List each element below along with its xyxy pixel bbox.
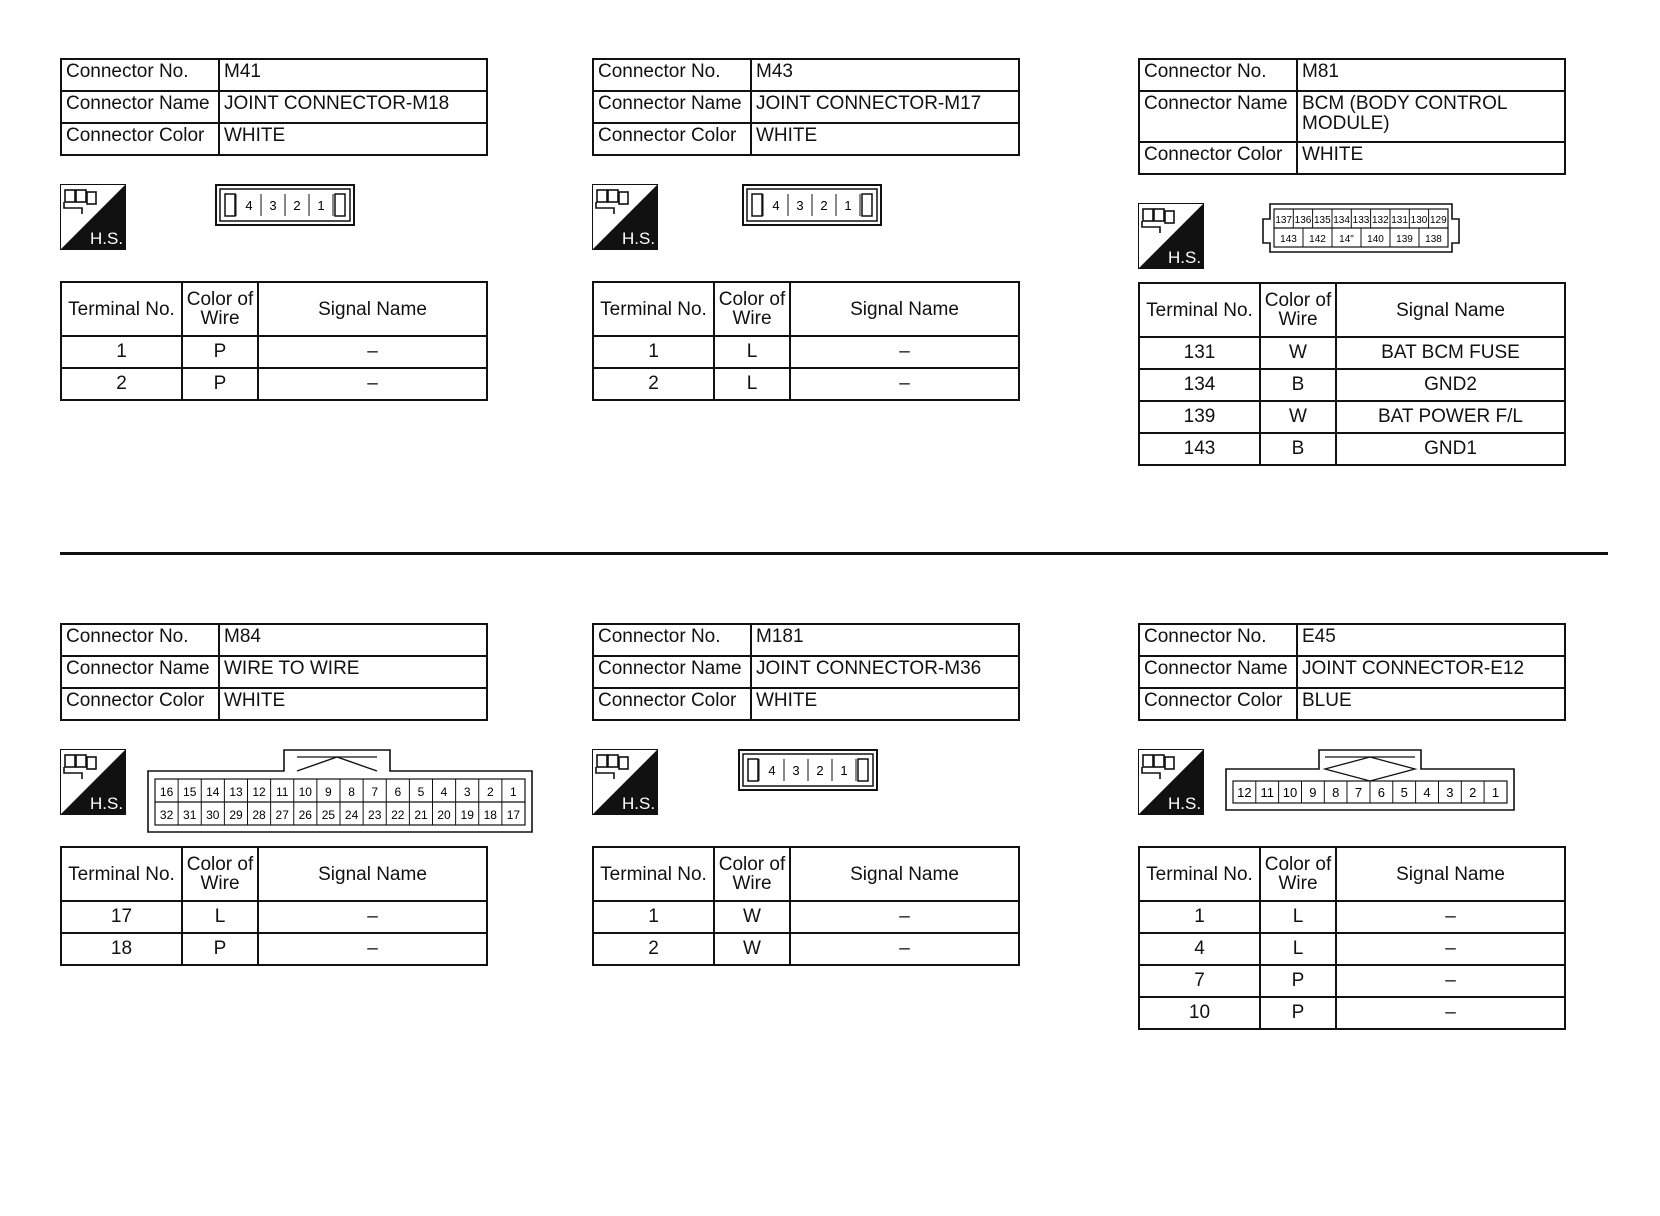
table-row: 2 W – [593, 933, 1019, 965]
connector-no-label: Connector No. [1139, 624, 1297, 656]
table-row: 4 L – [1139, 933, 1565, 965]
connector-face-diagram [742, 184, 882, 226]
connector-color-label: Connector Color [61, 123, 219, 155]
connector-info-table [1138, 623, 1566, 721]
harness-side-icon [592, 749, 658, 815]
connector-color-label: Connector Color [1139, 688, 1297, 720]
table-row: 2 L – [593, 368, 1019, 400]
connector-info-table [60, 58, 488, 156]
pin-label: 129 [1429, 215, 1447, 226]
connector-face-diagram-32pin [147, 749, 533, 833]
connector-no-value: M181 [751, 624, 1019, 656]
pin-label: 8 [348, 785, 355, 799]
connector-color-value: BLUE [1297, 688, 1565, 720]
terminal-no-header: Terminal No. [1139, 847, 1260, 901]
connector-info-table [592, 58, 1020, 156]
pin-label: 11 [1260, 785, 1274, 800]
connector-name-label: Connector Name [1139, 91, 1297, 142]
pin-label: 16 [159, 785, 174, 799]
pin-label: 3 [792, 763, 800, 778]
pin-label: 4 [440, 785, 448, 799]
connector-name-label: Connector Name [593, 656, 751, 688]
pin-label: 9 [1309, 785, 1317, 800]
connector-no-value: M84 [219, 624, 487, 656]
pin-label: 5 [417, 785, 425, 799]
harness-side-icon [1138, 749, 1204, 815]
table-row: 1 P – [61, 336, 487, 368]
connector-color-label: Connector Color [1139, 142, 1297, 174]
terminal-no-header: Terminal No. [1139, 283, 1260, 337]
connector-color-label: Connector Color [593, 123, 751, 155]
pin-label: 4 [1423, 785, 1431, 800]
hs-label: H.S. [622, 794, 656, 813]
pin-label: 134 [1333, 215, 1350, 226]
harness-side-icon [60, 749, 126, 815]
connector-block-e45 [1138, 623, 1558, 1046]
terminal-table [592, 846, 1020, 966]
pin-label: 21 [414, 808, 428, 822]
terminal-table [592, 281, 1020, 401]
pin-label: 12 [1237, 785, 1252, 800]
pin-label: 10 [1282, 785, 1298, 800]
terminal-no-header: Terminal No. [61, 847, 182, 901]
table-row: 17 L – [61, 901, 487, 933]
connector-name-value: JOINT CONNECTOR-M17 [751, 91, 1019, 123]
connector-no-value: E45 [1297, 624, 1565, 656]
connector-no-label: Connector No. [61, 59, 219, 91]
pin-label: 4 [772, 198, 780, 213]
connector-name-label: Connector Name [61, 656, 219, 688]
connector-no-label: Connector No. [593, 59, 751, 91]
pin-label: 2 [486, 785, 494, 799]
connector-face-diagram-bcm [1262, 203, 1460, 253]
connector-color-value: WHITE [1297, 142, 1565, 174]
pin-label: 18 [483, 808, 497, 822]
pin-label: 31 [183, 808, 197, 822]
harness-side-icon [1138, 203, 1204, 269]
connector-color-label: Connector Color [61, 688, 219, 720]
connector-name-label: Connector Name [61, 91, 219, 123]
pin-label: 4 [768, 763, 776, 778]
pin-label: 138 [1425, 234, 1442, 245]
hs-label: H.S. [1168, 794, 1202, 813]
connector-name-value: WIRE TO WIRE [219, 656, 487, 688]
hs-label: H.S. [1168, 248, 1202, 267]
pin-label: 27 [275, 808, 289, 822]
pin-label: 7 [1354, 785, 1363, 800]
connector-info-table [60, 623, 488, 721]
table-row: 143 B GND1 [1139, 433, 1565, 465]
terminal-table [60, 846, 488, 966]
wire-color-header: Color of Wire [714, 282, 790, 336]
table-row: 2 P – [61, 368, 487, 400]
pin-label: 132 [1371, 215, 1389, 226]
hs-label: H.S. [622, 229, 656, 248]
connector-face-diagram [738, 749, 878, 791]
pin-label: 32 [159, 808, 174, 822]
pin-label: 23 [368, 808, 382, 822]
pin-label: 4 [245, 198, 253, 213]
connector-no-label: Connector No. [593, 624, 751, 656]
pin-label: 3 [796, 198, 804, 213]
signal-name-header: Signal Name [790, 847, 1019, 901]
harness-side-icon [592, 184, 658, 250]
signal-name-header: Signal Name [790, 282, 1019, 336]
pin-label: 136 [1294, 215, 1312, 226]
harness-side-icon [60, 184, 126, 250]
pin-label: 1 [844, 198, 852, 213]
pin-label: 139 [1396, 234, 1413, 245]
pin-label: 2 [816, 763, 824, 778]
connector-name-value: JOINT CONNECTOR-M36 [751, 656, 1019, 688]
pin-label: 19 [460, 808, 474, 822]
connector-block-m84 [60, 623, 521, 976]
pin-label: 3 [463, 785, 471, 799]
terminal-no-header: Terminal No. [593, 847, 714, 901]
pin-label: 6 [394, 785, 402, 799]
pin-label: 17 [506, 808, 521, 822]
connector-block-m41 [60, 58, 480, 411]
table-row: 131 W BAT BCM FUSE [1139, 337, 1565, 369]
pin-label: 143 [1280, 234, 1297, 245]
signal-name-header: Signal Name [258, 282, 487, 336]
table-row: 7 P – [1139, 965, 1565, 997]
pin-label: 6 [1377, 785, 1386, 800]
connector-color-value: WHITE [751, 688, 1019, 720]
connector-no-value: M43 [751, 59, 1019, 91]
pin-label: 5 [1400, 785, 1408, 800]
table-row: 1 W – [593, 901, 1019, 933]
connector-face-diagram [215, 184, 355, 226]
terminal-table [1138, 846, 1566, 1030]
pin-label: 2 [820, 198, 828, 213]
table-row: 1 L – [593, 336, 1019, 368]
connector-name-value: JOINT CONNECTOR-M18 [219, 91, 487, 123]
signal-name-header: Signal Name [258, 847, 487, 901]
pin-label: 3 [1446, 785, 1454, 800]
pin-label: 22 [391, 808, 405, 822]
connector-name-label: Connector Name [593, 91, 751, 123]
hs-label: H.S. [90, 229, 124, 248]
pin-label: 8 [1332, 785, 1340, 800]
wire-color-header: Color of Wire [182, 282, 258, 336]
connector-no-label: Connector No. [1139, 59, 1297, 91]
pin-label: 13 [229, 785, 243, 799]
pin-label: 1 [1491, 785, 1500, 800]
terminal-no-header: Terminal No. [61, 282, 182, 336]
terminal-table [1138, 282, 1566, 466]
wire-color-header: Color of Wire [1260, 847, 1336, 901]
pin-label: 25 [321, 808, 336, 822]
connector-block-m43 [592, 58, 1012, 411]
connector-no-label: Connector No. [61, 624, 219, 656]
connector-info-table [592, 623, 1020, 721]
wire-color-header: Color of Wire [182, 847, 258, 901]
connector-block-m81 [1138, 58, 1558, 482]
connector-color-value: WHITE [219, 123, 487, 155]
connector-name-value: BCM (BODY CONTROL MODULE) [1297, 91, 1565, 142]
pin-label: 10 [298, 785, 312, 799]
pin-label: 133 [1352, 215, 1370, 226]
pin-label: 14 [206, 785, 220, 799]
pin-label: 1 [510, 785, 517, 799]
table-row: 18 P – [61, 933, 487, 965]
pin-label: 28 [252, 808, 266, 822]
pin-label: 24 [344, 808, 359, 822]
connector-color-label: Connector Color [593, 688, 751, 720]
pin-label: 14" [1339, 234, 1354, 245]
pin-label: 7 [371, 785, 379, 799]
pin-label: 11 [275, 785, 289, 799]
pin-label: 30 [206, 808, 220, 822]
signal-name-header: Signal Name [1336, 283, 1565, 337]
section-divider [60, 552, 1608, 555]
connector-name-value: JOINT CONNECTOR-E12 [1297, 656, 1565, 688]
terminal-no-header: Terminal No. [593, 282, 714, 336]
pin-label: 130 [1410, 215, 1428, 226]
pin-label: 137 [1275, 215, 1293, 226]
signal-name-header: Signal Name [1336, 847, 1565, 901]
table-row: 139 W BAT POWER F/L [1139, 401, 1565, 433]
table-row: 1 L – [1139, 901, 1565, 933]
pin-label: 135 [1313, 215, 1331, 226]
connector-info-table [1138, 58, 1566, 175]
pin-label: 20 [437, 808, 451, 822]
table-row: 134 B GND2 [1139, 369, 1565, 401]
table-row: 10 P – [1139, 997, 1565, 1029]
pin-label: 3 [269, 198, 277, 213]
connector-no-value: M41 [219, 59, 487, 91]
connector-color-value: WHITE [751, 123, 1019, 155]
hs-label: H.S. [90, 794, 124, 813]
pin-label: 1 [840, 763, 848, 778]
pin-label: 2 [293, 198, 301, 213]
pin-label: 29 [229, 808, 243, 822]
connector-color-value: WHITE [219, 688, 487, 720]
pin-label: 142 [1309, 234, 1326, 245]
pin-label: 131 [1391, 215, 1408, 226]
wire-color-header: Color of Wire [1260, 283, 1336, 337]
terminal-table [60, 281, 488, 401]
connector-block-m181 [592, 623, 1012, 976]
pin-label: 2 [1469, 785, 1477, 800]
wire-color-header: Color of Wire [714, 847, 790, 901]
pin-label: 15 [183, 785, 197, 799]
pin-label: 1 [317, 198, 325, 213]
pin-label: 9 [325, 785, 332, 799]
connector-name-label: Connector Name [1139, 656, 1297, 688]
pin-label: 26 [298, 808, 312, 822]
connector-face-diagram-12pin [1225, 749, 1515, 811]
connector-no-value: M81 [1297, 59, 1565, 91]
pin-label: 12 [252, 785, 266, 799]
pin-label: 140 [1367, 234, 1384, 245]
